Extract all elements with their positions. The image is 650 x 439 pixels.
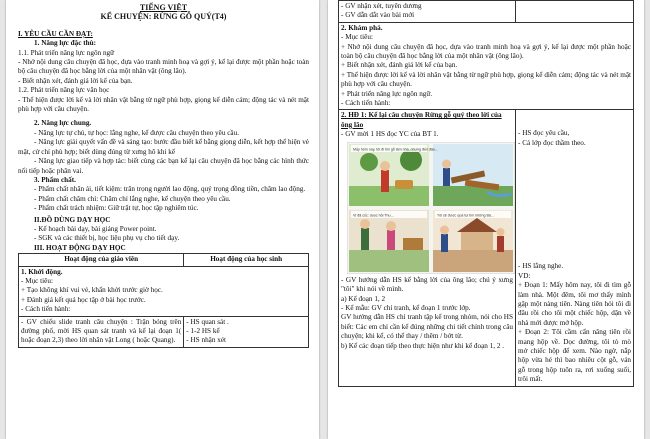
teacher-guide-2: a) Kể đoạn 1, 2	[341, 294, 386, 303]
objectives-heading: I. YÊU CẦU CẦN ĐẠT:	[18, 29, 93, 38]
activity-1-heading: 2. HĐ 1: Kể lại câu chuyện Rừng gỗ quý theo lời của ông lão	[341, 111, 502, 129]
objective-1-2: 1.2. Phát triển năng lực văn học	[18, 86, 110, 95]
student-response-1: - HS đọc yêu cầu,	[518, 129, 570, 138]
student-response-2: - Cả lớp đọc thầm theo.	[518, 138, 586, 147]
warmup-student-cell	[184, 316, 309, 347]
story-illustration	[347, 142, 515, 274]
explore-cell	[339, 22, 634, 110]
warmup-student-2: - 1-2 HS kể	[186, 327, 220, 335]
objective-2-text-1: - Năng lực tự chủ, tự học: lắng nghe, kể được câu chuyện theo yêu cầu.	[34, 128, 239, 137]
table-row	[19, 316, 309, 347]
activity-1-teacher-cell	[339, 110, 516, 386]
document-page-left	[6, 0, 319, 439]
table-row	[339, 1, 634, 23]
teacher-guide-1: - GV hướng dẫn HS kể bằng lời của ông lão; chú ý xưng "tôi" khi nói về mình.	[341, 275, 513, 294]
teacher-guide-4: GV hướng dẫn HS chỉ tranh tập kể trong nhóm, nói cho HS biết: Các em chỉ cần kể đúng những chi tiết chính trong câu chuyện; khi kể, có thể thay / thêm / bớt từ.	[341, 313, 513, 341]
objective-3-text-3: - Phẩm chất trách nhiệm: Giữ trật tự, học tập nghiêm túc.	[34, 204, 199, 213]
objective-2-heading: 2. Năng lực chung.	[34, 119, 92, 128]
explore-goal-2: + Biết nhận xét, đánh giá lời kể của bạn.	[341, 61, 458, 70]
teacher-praise: - GV nhận xét, tuyên dương	[341, 2, 422, 10]
warmup-goal-2: + Đánh giá kết quả học tập ở bài học trước.	[21, 295, 146, 304]
illustration-hint-1: Mấy hôm nay, tôi đi tìm gỗ làm nhà, nhưng đến đâu…	[353, 147, 439, 152]
warmup-teacher-cell: - GV chiếu slide tranh câu chuyện : Trận bóng trên đường phố, mời HS quan sát tranh và kể lại đoạn 1( hoặc đoạn 2,3) theo lời nhân vật Long ( hoặc Quang).	[19, 316, 184, 347]
activities-heading: III. HOẠT ĐỘNG DẠY HỌC	[34, 243, 126, 252]
activity-1-step: - GV mời 1 HS đọc YC của BT 1.	[341, 130, 439, 139]
objective-1-heading: 1. Năng lực đặc thù:	[34, 39, 97, 48]
table-row	[339, 22, 634, 110]
objective-1-text-3: - Thể hiện được lời kể và lời nhân vật bằng từ ngữ phù hợp, giọng kể diễn cảm; động tác và nét mặt phù hợp với câu chuyện.	[18, 95, 309, 114]
warmup-cell	[19, 266, 309, 316]
objective-1-text-2: - Biết nhận xét, đánh giá lời kể của bạn.	[18, 76, 133, 85]
warmup-student-1: - HS quan sát .	[186, 317, 229, 326]
lesson-title: KỂ CHUYỆN: RỪNG GỖ QUÝ(T4)	[100, 12, 227, 22]
lesson-plan-table-continued	[338, 0, 634, 387]
objective-1-text-1: - Nhớ nội dung câu chuyện đã học, dựa vào tranh minh hoạ và gợi ý, kể lại được một phần hoặc toàn bộ câu chuyện đã học bằng lời của một nhân vật (ông lão).	[18, 58, 309, 76]
teacher-guide-3: - Kể mẫu: GV chỉ tranh, kể đoạn 1 trước lớp.	[341, 303, 471, 312]
objective-2-text-3: - Năng lực giao tiếp và hợp tác: biết cùng các bạn kể lại câu chuyện đã học bằng các hình thức nối tiếp hoặc phân vai.	[18, 157, 309, 175]
explore-heading: 2. Khám phá.	[341, 23, 383, 32]
equipment-text-1: - Kế hoạch bài dạy, bài giảng Power point.	[34, 224, 157, 233]
equipment-text-2: - SGK và các thiết bị, học liệu phụ vụ cho tiết dạy.	[34, 234, 180, 243]
equipment-heading: II.ĐỒ DÙNG DẠY HỌC	[34, 215, 111, 224]
intro-teacher-cell	[339, 1, 516, 23]
objective-1-1: 1.1. Phát triển năng lực ngôn ngữ	[18, 48, 115, 57]
intro-student-cell	[516, 1, 634, 23]
teacher-column-header: Hoạt động của giáo viên	[19, 254, 184, 266]
table-row	[19, 266, 309, 316]
warmup-goal-1: + Tạo không khí vui vẻ, khấn khởi trước giờ học.	[21, 286, 163, 295]
document-page-right	[328, 0, 644, 439]
explore-goal: - Mục tiêu:	[341, 33, 373, 42]
warmup-student-3: - HS nhận xét	[186, 336, 227, 345]
table-row	[339, 110, 634, 386]
explore-goal-1: + Nhớ nội dung câu chuyện đã học, dựa vào tranh minh hoạ và gợi ý, kể lại được một phần hoặc toàn bộ câu chuyện đã học bằng lời của một nhân vật (ông lão).	[341, 42, 631, 61]
activity-1-student-cell	[516, 110, 634, 386]
explore-goal-3: + Thể hiện được lời kể và lời nhân vật bằng từ ngữ phù hợp, giọng kể diễn cảm; động tác và nét mặt phù hợp với câu chuyện.	[341, 70, 631, 89]
objective-3-text-2: - Phẩm chất chăm chỉ: Chăm chỉ lắng nghe, kể chuyện theo yêu cầu.	[34, 194, 231, 203]
lesson-plan-table	[18, 253, 309, 348]
illustration-panel-2	[433, 144, 513, 206]
warmup-goal: - Mục tiêu:	[21, 276, 53, 285]
table-header-row	[19, 254, 309, 266]
student-example-label: VD:	[518, 271, 531, 280]
subject-heading: TIẾNG VIỆT	[139, 3, 188, 12]
student-column-header: Hoạt động của học sinh	[184, 254, 309, 266]
warmup-heading: 1. Khởi động.	[21, 267, 63, 276]
objective-3-text-1: - Phẩm chất nhân ái, tiết kiệm: trân trọng người lao động, quý trọng đồng tiền, chăm lao động.	[34, 185, 306, 194]
teacher-guide-5: b) Kể các đoạn tiếp theo thực hiện như khi kể đoạn 1, 2 .	[341, 341, 505, 350]
illustration-panel-3	[349, 210, 429, 272]
illustration-panel-4	[433, 210, 513, 272]
illustration-hint-2: Vị đã cốc: duoc hỏi Thu…	[353, 213, 395, 218]
student-example-2: + Đoạn 2: Tôi cầm cẩn nâng tiên rồi mang hộp về. Dọc đường, tôi tò mò mở chiếc hộp để xem. Nào ngờ, nắp hộp vừa hé thì bao nhiêu cột gỗ, ván gỗ trong hộp tuôn ra, rơi xuống suối, trôi mất.	[518, 328, 631, 384]
warmup-method: - Cách tiến hành:	[21, 305, 71, 314]
illustration-hint-3: Tôi sẽ được quà tụi tìm những Bả…	[437, 213, 495, 218]
teacher-intro: - GV dẫn dắt vào bài mới	[341, 11, 415, 20]
student-response-3: - HS lắng nghe.	[518, 262, 564, 271]
explore-method: - Cách tiến hành:	[341, 99, 391, 108]
objective-3-heading: 3. Phẩm chất.	[34, 175, 76, 184]
student-example-1: + Đoạn 1: Mấy hôm nay, tôi đi tìm gỗ làm nhà. Một đêm, tôi mơ thấy mình gặp một nàng tiên. Nàng tiên hỏi tôi đi đâu rồi cho tôi một chiếc hộp, dặn về nhà mới được mở hộp.	[518, 281, 631, 327]
objective-2-text-2: - Năng lực giải quyết vấn đề và sáng tạo: bước đầu biết kể bằng giọng diễn, kết hợp thể hiện vẻ mặt, cử chỉ phù hợp; biết dùng đúng từ xưng hô khi kể	[18, 138, 309, 156]
illustration-panel-1	[349, 144, 429, 206]
explore-goal-4: + Phát triển năng lực ngôn ngữ.	[341, 89, 433, 98]
